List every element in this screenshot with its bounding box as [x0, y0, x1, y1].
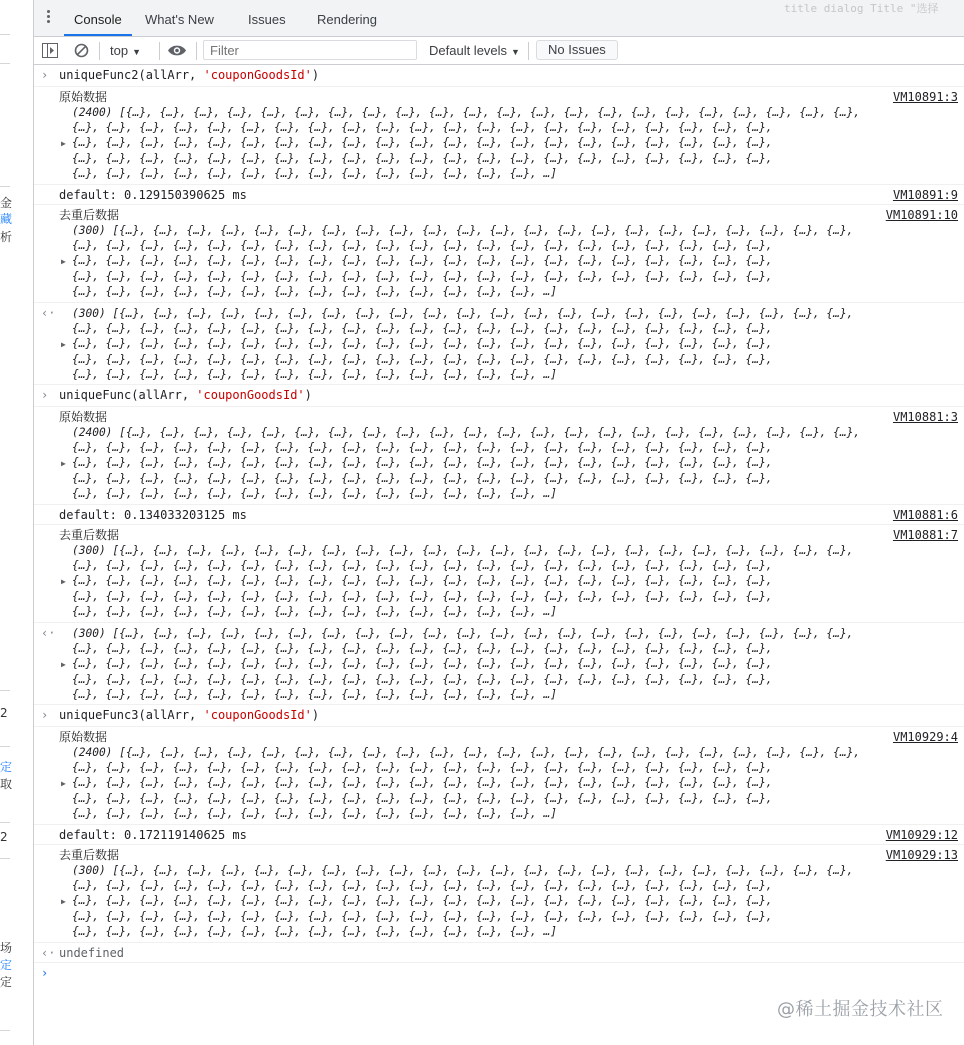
- input-prompt-icon: ›: [41, 388, 49, 402]
- source-link[interactable]: VM10891:3: [892, 90, 958, 104]
- log-label: 原始数据: [59, 410, 108, 424]
- expand-triangle-icon[interactable]: ▶: [61, 459, 66, 468]
- source-link[interactable]: VM10929:13: [885, 848, 958, 862]
- console-output: [34, 65, 964, 983]
- expand-triangle-icon[interactable]: ▶: [61, 660, 66, 669]
- log-text: default: 0.129150390625 ms: [59, 188, 247, 202]
- page-fragment: 定: [0, 760, 13, 774]
- page-fragment: 金: [0, 196, 13, 210]
- console-log-array: [34, 727, 964, 825]
- host-page-strip: [0, 0, 34, 1045]
- expand-triangle-icon[interactable]: ▶: [61, 340, 66, 349]
- console-log-array: [34, 845, 964, 943]
- issues-button[interactable]: No Issues: [536, 40, 618, 60]
- input-prompt-icon: ›: [41, 68, 49, 82]
- tab-bar: [34, 0, 964, 37]
- console-result: [34, 943, 964, 963]
- result-arrow-icon: ‹·: [41, 946, 56, 960]
- log-label: 去重后数据: [59, 848, 120, 862]
- result-arrow-icon: ‹·: [41, 626, 56, 640]
- source-link[interactable]: VM10929:4: [892, 730, 958, 744]
- command-text: uniqueFunc(allArr, 'couponGoodsId'): [59, 388, 312, 402]
- log-text: default: 0.134033203125 ms: [59, 508, 247, 522]
- console-command: [34, 65, 964, 87]
- array-preview[interactable]: (300) [{…}, {…}, {…}, {…}, {…}, {…}, {…}, {…}, {…}, {…}, {…}, {…}, {…}, {…}, {…}, {…}, {…}, {…}, {…}, {…}, {…}, {…}, {…}, {…}, {…}, {…}, {…}, {…}, {…}, {…}, {…}, {…}, {…}, {…}, {…}, {…}, {…}, {…}, {…}, {…}, {…}, {…}, {…}, {…}, {…}, {…}, {…}, {…}, {…}, {…}, {…}, {…}, {…}, {…}, {…}, {…}, {…}, {…}, {…}, {…}, {…}, {…}, {…}, {…}, {…}, {…}, {…}, {…}, {…}, {…}, {…}, {…}, {…}, {…}, {…}, {…}, {…}, {…}, {…}, {…}, {…}, {…}, {…}, {…}, {…}, {…}, {…}, {…}, {…}, {…}, {…}, {…}, {…}, {…}, {…}, {…}, {…}, {…}, {…}, …]: [72, 864, 854, 938]
- log-label: 去重后数据: [59, 208, 120, 222]
- console-toolbar: [34, 37, 964, 65]
- array-preview[interactable]: (2400) [{…}, {…}, {…}, {…}, {…}, {…}, {…}, {…}, {…}, {…}, {…}, {…}, {…}, {…}, {…}, {…}, {…}, {…}, {…}, {…}, {…}, {…}, {…}, {…}, {…}, {…}, {…}, {…}, {…}, {…}, {…}, {…}, {…}, {…}, {…}, {…}, {…}, {…}, {…}, {…}, {…}, {…}, {…}, {…}, {…}, {…}, {…}, {…}, {…}, {…}, {…}, {…}, {…}, {…}, {…}, {…}, {…}, {…}, {…}, {…}, {…}, {…}, {…}, {…}, {…}, {…}, {…}, {…}, {…}, {…}, {…}, {…}, {…}, {…}, {…}, {…}, {…}, {…}, {…}, {…}, {…}, {…}, {…}, {…}, {…}, {…}, {…}, {…}, {…}, {…}, {…}, {…}, {…}, {…}, {…}, {…}, {…}, {…}, {…}, …]: [72, 106, 861, 180]
- console-log-array: [34, 205, 964, 303]
- array-preview[interactable]: (300) [{…}, {…}, {…}, {…}, {…}, {…}, {…}, {…}, {…}, {…}, {…}, {…}, {…}, {…}, {…}, {…}, {…}, {…}, {…}, {…}, {…}, {…}, {…}, {…}, {…}, {…}, {…}, {…}, {…}, {…}, {…}, {…}, {…}, {…}, {…}, {…}, {…}, {…}, {…}, {…}, {…}, {…}, {…}, {…}, {…}, {…}, {…}, {…}, {…}, {…}, {…}, {…}, {…}, {…}, {…}, {…}, {…}, {…}, {…}, {…}, {…}, {…}, {…}, {…}, {…}, {…}, {…}, {…}, {…}, {…}, {…}, {…}, {…}, {…}, {…}, {…}, {…}, {…}, {…}, {…}, {…}, {…}, {…}, {…}, {…}, {…}, {…}, {…}, {…}, {…}, {…}, {…}, {…}, {…}, {…}, {…}, {…}, {…}, {…}, …]: [72, 224, 854, 298]
- console-log-text: [34, 185, 964, 205]
- array-preview[interactable]: (300) [{…}, {…}, {…}, {…}, {…}, {…}, {…}, {…}, {…}, {…}, {…}, {…}, {…}, {…}, {…}, {…}, {…}, {…}, {…}, {…}, {…}, {…}, {…}, {…}, {…}, {…}, {…}, {…}, {…}, {…}, {…}, {…}, {…}, {…}, {…}, {…}, {…}, {…}, {…}, {…}, {…}, {…}, {…}, {…}, {…}, {…}, {…}, {…}, {…}, {…}, {…}, {…}, {…}, {…}, {…}, {…}, {…}, {…}, {…}, {…}, {…}, {…}, {…}, {…}, {…}, {…}, {…}, {…}, {…}, {…}, {…}, {…}, {…}, {…}, {…}, {…}, {…}, {…}, {…}, {…}, {…}, {…}, {…}, {…}, {…}, {…}, {…}, {…}, {…}, {…}, {…}, {…}, {…}, {…}, {…}, {…}, {…}, {…}, {…}, …]: [72, 544, 854, 618]
- more-menu-icon[interactable]: [45, 10, 51, 26]
- input-prompt-icon: ›: [41, 708, 49, 722]
- input-prompt-icon: ›: [41, 966, 49, 980]
- filter-input[interactable]: [203, 40, 417, 60]
- array-preview[interactable]: (300) [{…}, {…}, {…}, {…}, {…}, {…}, {…}, {…}, {…}, {…}, {…}, {…}, {…}, {…}, {…}, {…}, {…}, {…}, {…}, {…}, {…}, {…}, {…}, {…}, {…}, {…}, {…}, {…}, {…}, {…}, {…}, {…}, {…}, {…}, {…}, {…}, {…}, {…}, {…}, {…}, {…}, {…}, {…}, {…}, {…}, {…}, {…}, {…}, {…}, {…}, {…}, {…}, {…}, {…}, {…}, {…}, {…}, {…}, {…}, {…}, {…}, {…}, {…}, {…}, {…}, {…}, {…}, {…}, {…}, {…}, {…}, {…}, {…}, {…}, {…}, {…}, {…}, {…}, {…}, {…}, {…}, {…}, {…}, {…}, {…}, {…}, {…}, {…}, {…}, {…}, {…}, {…}, {…}, {…}, {…}, {…}, {…}, {…}, {…}, …]: [72, 307, 854, 381]
- log-label: 原始数据: [59, 90, 108, 104]
- array-preview[interactable]: (2400) [{…}, {…}, {…}, {…}, {…}, {…}, {…}, {…}, {…}, {…}, {…}, {…}, {…}, {…}, {…}, {…}, {…}, {…}, {…}, {…}, {…}, {…}, {…}, {…}, {…}, {…}, {…}, {…}, {…}, {…}, {…}, {…}, {…}, {…}, {…}, {…}, {…}, {…}, {…}, {…}, {…}, {…}, {…}, {…}, {…}, {…}, {…}, {…}, {…}, {…}, {…}, {…}, {…}, {…}, {…}, {…}, {…}, {…}, {…}, {…}, {…}, {…}, {…}, {…}, {…}, {…}, {…}, {…}, {…}, {…}, {…}, {…}, {…}, {…}, {…}, {…}, {…}, {…}, {…}, {…}, {…}, {…}, {…}, {…}, {…}, {…}, {…}, {…}, {…}, {…}, {…}, {…}, {…}, {…}, {…}, {…}, {…}, {…}, {…}, …]: [72, 746, 861, 820]
- expand-triangle-icon[interactable]: ▶: [61, 257, 66, 266]
- tab-rendering[interactable]: Rendering: [317, 12, 377, 27]
- log-text: default: 0.172119140625 ms: [59, 828, 247, 842]
- console-log-text: [34, 505, 964, 525]
- command-text: uniqueFunc2(allArr, 'couponGoodsId'): [59, 68, 320, 82]
- overflow-text: title dialog Title "选择: [784, 2, 939, 15]
- result-arrow-icon: ‹·: [41, 306, 56, 320]
- log-label: 去重后数据: [59, 528, 120, 542]
- expand-triangle-icon[interactable]: ▶: [61, 897, 66, 906]
- expand-triangle-icon[interactable]: ▶: [61, 577, 66, 586]
- console-command: [34, 705, 964, 727]
- page-fragment: 定: [0, 958, 13, 972]
- tab-whats-new[interactable]: What's New: [145, 12, 214, 27]
- command-text: uniqueFunc3(allArr, 'couponGoodsId'): [59, 708, 320, 722]
- watermark: @稀土掘金技术社区: [777, 999, 944, 1020]
- tab-issues[interactable]: Issues: [248, 12, 286, 27]
- page-fragment: 2: [0, 706, 8, 720]
- page-fragment: 藏: [0, 212, 13, 226]
- array-preview[interactable]: (2400) [{…}, {…}, {…}, {…}, {…}, {…}, {…}, {…}, {…}, {…}, {…}, {…}, {…}, {…}, {…}, {…}, {…}, {…}, {…}, {…}, {…}, {…}, {…}, {…}, {…}, {…}, {…}, {…}, {…}, {…}, {…}, {…}, {…}, {…}, {…}, {…}, {…}, {…}, {…}, {…}, {…}, {…}, {…}, {…}, {…}, {…}, {…}, {…}, {…}, {…}, {…}, {…}, {…}, {…}, {…}, {…}, {…}, {…}, {…}, {…}, {…}, {…}, {…}, {…}, {…}, {…}, {…}, {…}, {…}, {…}, {…}, {…}, {…}, {…}, {…}, {…}, {…}, {…}, {…}, {…}, {…}, {…}, {…}, {…}, {…}, {…}, {…}, {…}, {…}, {…}, {…}, {…}, {…}, {…}, {…}, {…}, {…}, {…}, {…}, …]: [72, 426, 861, 500]
- console-result: [34, 623, 964, 705]
- result-text: undefined: [59, 946, 125, 960]
- sidebar-toggle-icon[interactable]: [42, 43, 58, 58]
- array-preview[interactable]: (300) [{…}, {…}, {…}, {…}, {…}, {…}, {…}, {…}, {…}, {…}, {…}, {…}, {…}, {…}, {…}, {…}, {…}, {…}, {…}, {…}, {…}, {…}, {…}, {…}, {…}, {…}, {…}, {…}, {…}, {…}, {…}, {…}, {…}, {…}, {…}, {…}, {…}, {…}, {…}, {…}, {…}, {…}, {…}, {…}, {…}, {…}, {…}, {…}, {…}, {…}, {…}, {…}, {…}, {…}, {…}, {…}, {…}, {…}, {…}, {…}, {…}, {…}, {…}, {…}, {…}, {…}, {…}, {…}, {…}, {…}, {…}, {…}, {…}, {…}, {…}, {…}, {…}, {…}, {…}, {…}, {…}, {…}, {…}, {…}, {…}, {…}, {…}, {…}, {…}, {…}, {…}, {…}, {…}, {…}, {…}, {…}, {…}, {…}, {…}, …]: [72, 627, 854, 701]
- devtools-panel: [34, 0, 964, 1045]
- page-fragment: 定: [0, 975, 13, 989]
- tab-console[interactable]: Console: [74, 0, 122, 36]
- log-levels-dropdown[interactable]: Default levels ▼: [429, 43, 520, 58]
- page-fragment: 2: [0, 830, 8, 844]
- source-link[interactable]: VM10881:3: [892, 410, 958, 424]
- source-link[interactable]: VM10881:7: [892, 528, 958, 542]
- page-fragment: 场: [0, 941, 13, 955]
- console-prompt[interactable]: [34, 963, 964, 983]
- eye-icon[interactable]: [167, 44, 187, 57]
- log-label: 原始数据: [59, 730, 108, 744]
- expand-triangle-icon[interactable]: ▶: [61, 139, 66, 148]
- console-command: [34, 385, 964, 407]
- expand-triangle-icon[interactable]: ▶: [61, 779, 66, 788]
- source-link[interactable]: VM10891:10: [885, 208, 958, 222]
- console-log-array: [34, 87, 964, 185]
- page-fragment: 取: [0, 777, 13, 791]
- console-result: [34, 303, 964, 385]
- clear-console-icon[interactable]: [74, 43, 89, 58]
- console-log-text: [34, 825, 964, 845]
- context-selector[interactable]: top ▼: [110, 43, 141, 58]
- console-log-array: [34, 525, 964, 623]
- console-log-array: [34, 407, 964, 505]
- source-link[interactable]: VM10881:6: [892, 508, 958, 522]
- page-fragment: 析: [0, 230, 13, 244]
- source-link[interactable]: VM10891:9: [892, 188, 958, 202]
- source-link[interactable]: VM10929:12: [885, 828, 958, 842]
